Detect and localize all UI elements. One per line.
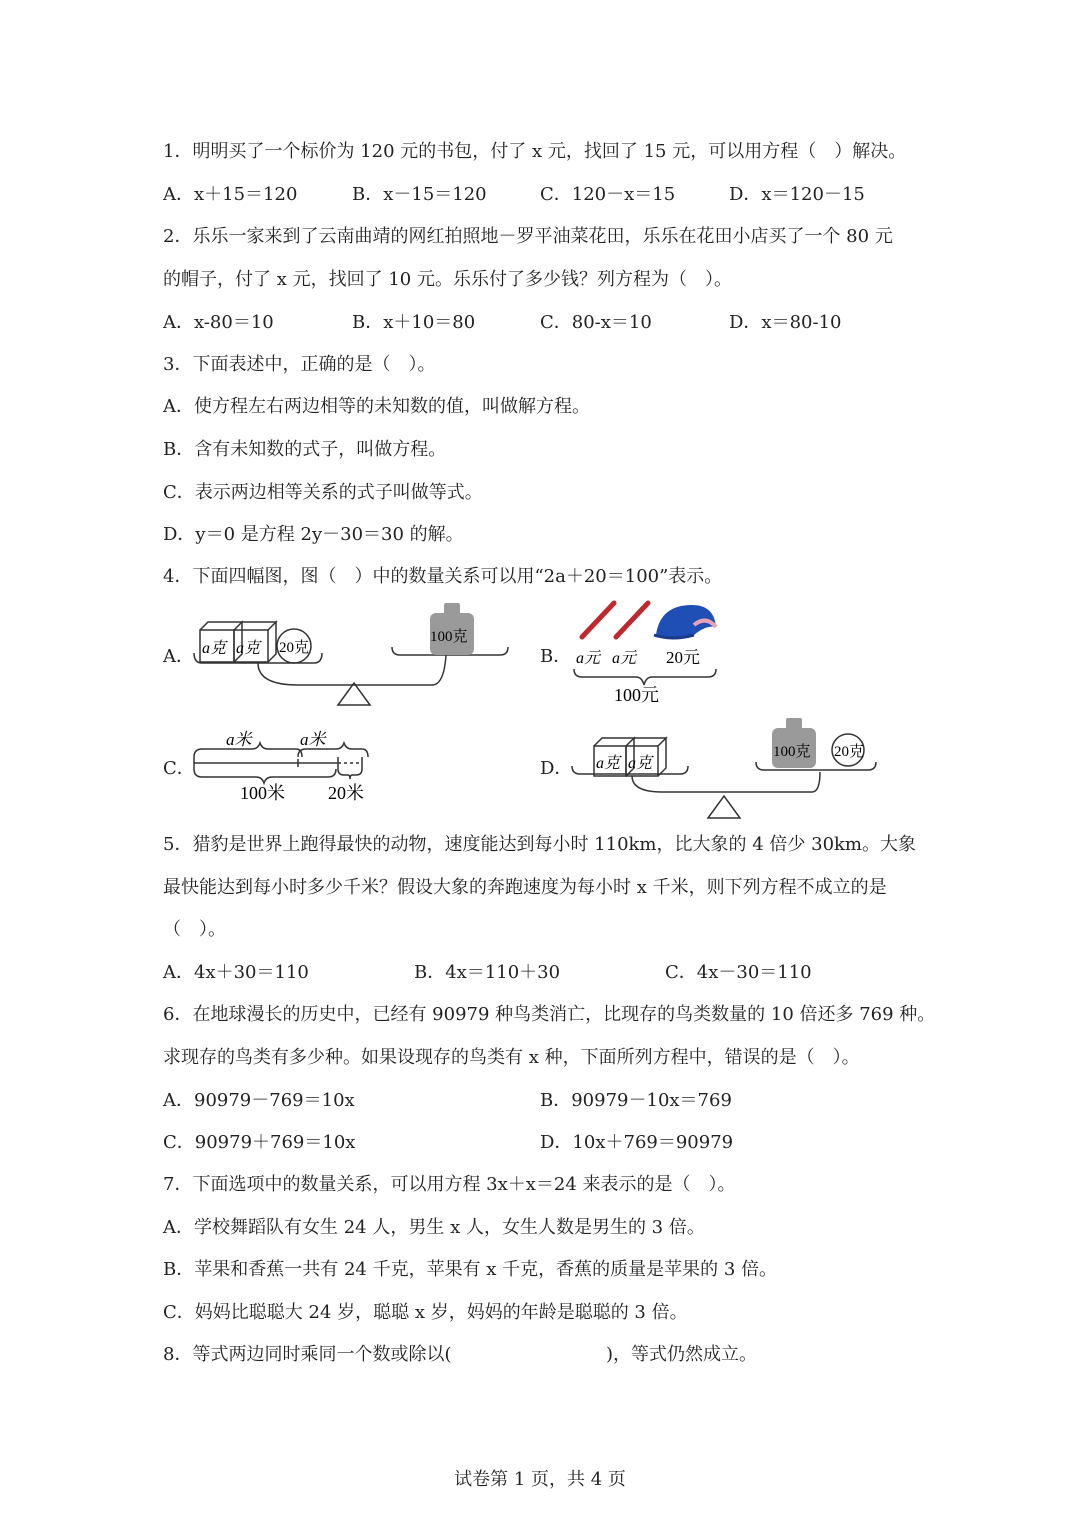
q5-stem-line1: 5．猎豹是世界上跑得最快的动物，速度能达到每小时 110km，比大象的 4 倍少 30km。大象: [163, 834, 916, 855]
fig-c-seg-1-label: a米: [226, 730, 252, 749]
q7-stem: 7．下面选项中的数量关系，可以用方程 3x＋x＝24 来表示的是（ ）。: [163, 1174, 736, 1195]
fig-d-box-1-label: a克: [596, 755, 621, 772]
q1-stem: 1．明明买了一个标价为 120 元的书包，付了 x 元，找回了 15 元，可以用方程（ ）解决。: [163, 141, 907, 162]
q5-option-b: B．4x＝110＋30: [414, 962, 561, 983]
figure-b-shopping: [568, 595, 728, 707]
q3-option-a: A．使方程左右两边相等的未知数的值，叫做解方程。: [163, 396, 590, 417]
q5-option-c: C．4x－30＝110: [665, 962, 812, 983]
q2-option-d: D．x＝80-10: [729, 312, 842, 333]
q7-option-a: A．学校舞蹈队有女生 24 人，男生 x 人，女生人数是男生的 3 倍。: [163, 1217, 705, 1238]
fig-c-extra-label: 20米: [328, 783, 364, 803]
q6-stem-line1: 6．在地球漫长的历史中，已经有 90979 种鸟类消亡，比现存的鸟类数量的 10 倍还多 769 种。: [163, 1004, 936, 1025]
q8-stem-start: 8．等式两边同时乘同一个数或除以(: [163, 1344, 452, 1365]
q1-option-b: B．x－15＝120: [352, 184, 487, 205]
fig-b-total-label: 100元: [614, 685, 659, 705]
q1-option-d: D．x＝120－15: [729, 184, 865, 205]
q3-option-d: D．y＝0 是方程 2y－30＝30 的解。: [163, 524, 464, 545]
q2-option-c: C．80-x＝10: [540, 312, 652, 333]
fig-b-pen-2-label: a元: [612, 650, 637, 667]
fig-b-pen-1: [582, 603, 614, 637]
q5-stem-line3: （ ）。: [163, 919, 226, 940]
q7-option-b: B．苹果和香蕉一共有 24 千克，苹果有 x 千克，香蕉的质量是苹果的 3 倍。: [163, 1259, 778, 1280]
fig-b-hat-label: 20元: [666, 648, 700, 667]
fig-d-circle-label: 20克: [834, 744, 865, 760]
fig-d-weight-label: 100克: [773, 744, 811, 760]
fig-c-seg-2-label: a米: [300, 730, 326, 749]
q2-option-a: A．x-80＝10: [163, 312, 274, 333]
figure-c-segments: [190, 725, 380, 810]
q4-label-a: A．: [163, 646, 194, 667]
q6-option-c: C．90979＋769＝10x: [163, 1132, 356, 1153]
q6-option-a: A．90979－769＝10x: [163, 1090, 355, 1111]
q4-label-d: D．: [540, 758, 573, 779]
q4-stem: 4．下面四幅图，图（ ）中的数量关系可以用“2a＋20＝100”表示。: [163, 566, 723, 587]
q3-option-c: C．表示两边相等关系的式子叫做等式。: [163, 482, 483, 503]
fig-a-box-2-label: a克: [236, 640, 261, 657]
fig-a-circle-label: 20克: [279, 640, 310, 656]
fig-b-pen-1-label: a元: [576, 650, 601, 667]
fig-b-pen-2: [616, 603, 648, 637]
fig-a-box-1-label: a克: [202, 640, 227, 657]
q1-option-a: A．x＋15＝120: [163, 184, 298, 205]
fig-c-total-label: 100米: [240, 783, 285, 803]
q2-stem-line2: 的帽子，付了 x 元，找回了 10 元。乐乐付了多少钱？列方程为（ ）。: [163, 269, 732, 290]
fig-a-weight-label: 100克: [430, 629, 468, 645]
q4-label-b: B．: [540, 646, 572, 667]
q5-option-a: A．4x＋30＝110: [163, 962, 309, 983]
figure-a-balance: [190, 595, 520, 710]
page-footer: 试卷第 1 页，共 4 页: [454, 1469, 626, 1490]
fig-d-box-2-label: a克: [628, 755, 653, 772]
q6-option-d: D．10x＋769＝90979: [540, 1132, 734, 1153]
q7-option-c: C．妈妈比聪聪大 24 岁，聪聪 x 岁，妈妈的年龄是聪聪的 3 倍。: [163, 1302, 688, 1323]
q6-option-b: B．90979－10x＝769: [540, 1090, 732, 1111]
q2-stem-line1: 2．乐乐一家来到了云南曲靖的网红拍照地－罗平油菜花田，乐乐在花田小店买了一个 80 元: [163, 226, 893, 247]
q6-stem-line2: 求现存的鸟类有多少种。如果设现存的鸟类有 x 种，下面所列方程中，错误的是（ ）。: [163, 1047, 860, 1068]
q3-stem: 3．下面表述中，正确的是（ ）。: [163, 354, 436, 375]
q1-option-c: C．120－x＝15: [540, 184, 676, 205]
q5-stem-line2: 最快能达到每小时多少千米？假设大象的奔跑速度为每小时 x 千米，则下列方程不成立的是: [163, 877, 887, 898]
q4-label-c: C．: [163, 758, 195, 779]
q8-stem-end: )，等式仍然成立。: [606, 1344, 758, 1365]
q3-option-b: B．含有未知数的式子，叫做方程。: [163, 439, 447, 460]
figure-d-balance: [568, 712, 888, 822]
q2-option-b: B．x＋10＝80: [352, 312, 476, 333]
